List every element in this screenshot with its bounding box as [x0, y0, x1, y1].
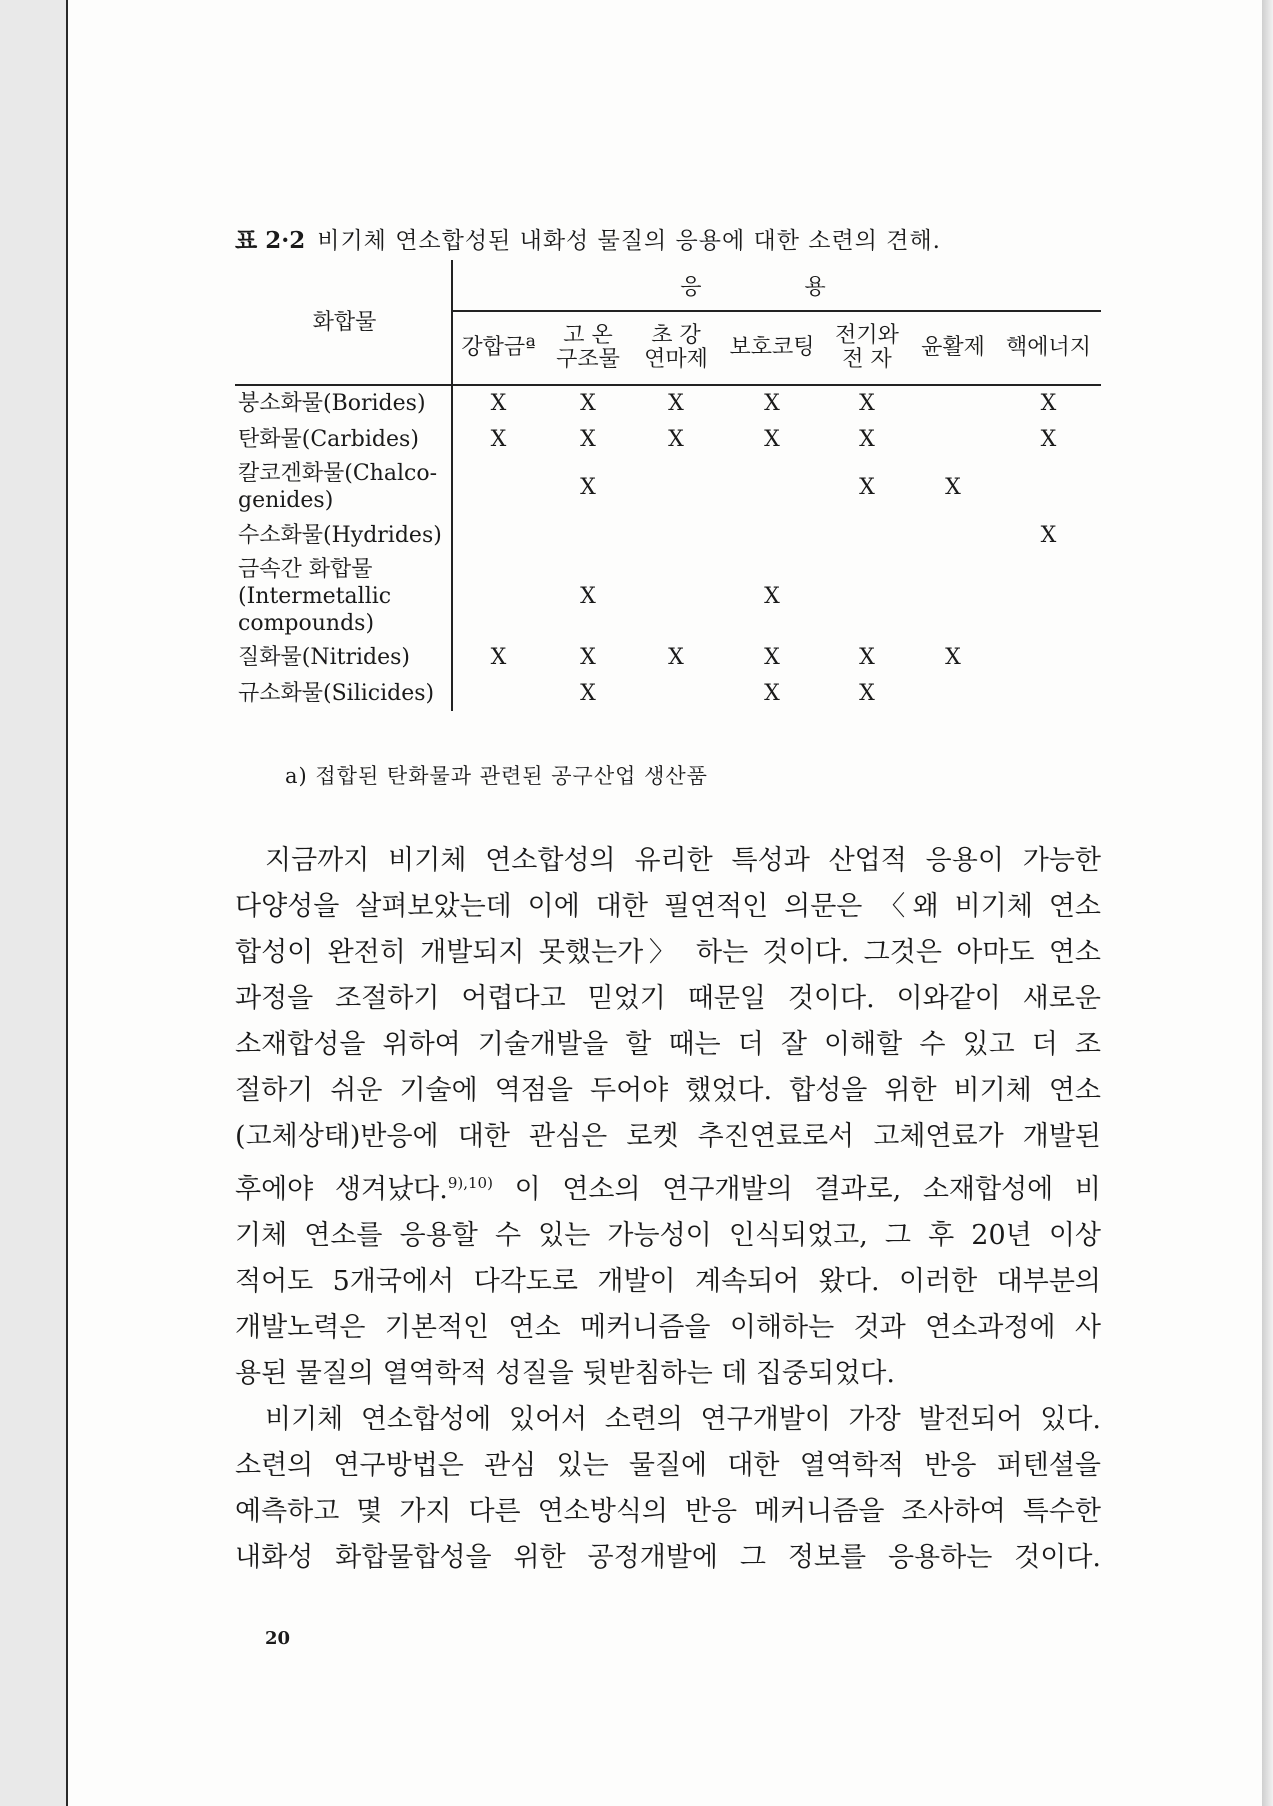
table-caption-text: 비기체 연소합성된 내화성 물질의 응용에 대한 소련의 견해.: [317, 228, 941, 254]
text-line: 소재합성을 위하여 기술개발을 할 때는 더 잘 이해할 수 있고 더 조: [235, 1029, 1101, 1060]
application-mark: X: [668, 391, 684, 416]
application-mark: [910, 517, 996, 553]
application-mark: [452, 457, 544, 517]
table-footnote: a) 접합된 탄화물과 관련된 공구산업 생산품: [285, 764, 708, 788]
table-row: [235, 457, 1101, 517]
reference-superscript: 9),10): [447, 1174, 493, 1192]
column-header: 초 강 연마제: [644, 323, 708, 372]
compound-name: 수소화물(Hydrides): [235, 517, 452, 553]
column-header: 핵에너지: [1005, 335, 1091, 360]
application-mark: X: [668, 644, 684, 670]
application-mark: [910, 385, 996, 421]
text-line: 지금까지 비기체 연소합성의 유리한 특성과 산업적 응용이 가능한: [265, 845, 1101, 876]
compound-header: 화합물: [235, 260, 452, 385]
application-mark: X: [945, 474, 961, 500]
column-header: 전기와 전 자: [835, 323, 899, 372]
application-mark: X: [859, 391, 875, 416]
compound-name: 질화물(Nitrides): [235, 639, 452, 675]
text-line: 다양성을 살펴보았는데 이에 대한 필연적인 의문은 〈왜 비기체 연소: [235, 891, 1101, 922]
application-mark: X: [580, 426, 596, 452]
application-mark: [910, 675, 996, 711]
application-mark: [824, 517, 910, 553]
application-mark: X: [580, 680, 596, 706]
application-mark: X: [580, 474, 596, 500]
table-row: [235, 639, 1101, 675]
column-header: 보호코팅: [729, 335, 815, 360]
page-edge-shadow: [1262, 0, 1273, 1806]
text-line: 예측하고 몇 가지 다른 연소방식의 반응 메커니즘을 조사하여 특수한: [235, 1496, 1101, 1527]
table-row: [235, 421, 1101, 457]
application-mark: [720, 517, 824, 553]
application-mark: [632, 553, 720, 639]
application-mark: X: [859, 426, 875, 452]
text-line: 비기체 연소합성에 있어서 소련의 연구개발이 가장 발전되어 있다.: [265, 1404, 1101, 1435]
application-mark: X: [764, 583, 780, 609]
text-line: 개발노력은 기본적인 연소 메커니즘을 이해하는 것과 연소과정에 사: [235, 1312, 1101, 1343]
application-mark: [910, 553, 996, 639]
text-line: 용된 물질의 열역학적 성질을 뒷받침하는 데 집중되었다.: [235, 1358, 895, 1389]
table-row: [235, 385, 1101, 421]
application-mark: X: [490, 644, 507, 670]
application-mark: [632, 675, 720, 711]
application-mark: X: [859, 680, 875, 706]
table-row: [235, 553, 1101, 639]
column-header: 강합금ª: [461, 335, 536, 360]
compound-name: 칼코겐화물(Chalco-genides): [235, 457, 452, 517]
application-mark: X: [859, 644, 875, 670]
application-mark: X: [945, 644, 961, 670]
compound-name: 붕소화물(Borides): [235, 385, 452, 421]
text-line: 후에야 생겨났다.$^{9),10)}$ 이 연소의 연구개발의 결과로, 소재합성에 비: [235, 1174, 1101, 1205]
text-line: 절하기 쉬운 기술에 역점을 두어야 했었다. 합성을 위한 비기체 연소: [235, 1075, 1101, 1106]
application-mark: [996, 675, 1101, 711]
application-mark: X: [764, 644, 780, 670]
text-line: 적어도 5개국에서 다각도로 개발이 계속되어 왔다. 이러한 대부분의: [235, 1266, 1101, 1297]
application-mark: [996, 639, 1101, 675]
table-row: [235, 517, 1101, 553]
text-line: 내화성 화합물합성을 위한 공정개발에 그 정보를 응용하는 것이다.: [235, 1542, 1101, 1573]
application-mark: [544, 517, 632, 553]
application-mark: [452, 675, 544, 711]
application-mark: X: [490, 391, 507, 416]
application-mark: X: [764, 680, 780, 706]
text-line: (고체상태)반응에 대한 관심은 로켓 추진연료로서 고체연료가 개발된: [235, 1121, 1101, 1152]
application-mark: [996, 553, 1101, 639]
applications-table: [235, 260, 1101, 711]
application-mark: X: [859, 474, 875, 500]
body-text: [235, 838, 1101, 1581]
application-mark: [632, 457, 720, 517]
text-line: 과정을 조절하기 어렵다고 믿었기 때문일 것이다. 이와같이 새로운: [235, 983, 1101, 1014]
column-header: 고 온 구조물: [556, 323, 620, 372]
compound-name: 금속간 화합물 (Intermetallic compounds): [235, 553, 452, 639]
table-row: [235, 675, 1101, 711]
application-mark: X: [490, 426, 507, 452]
application-mark: X: [580, 644, 596, 670]
compound-name: 규소화물(Silicides): [235, 675, 452, 711]
application-mark: [824, 553, 910, 639]
application-mark: X: [1040, 522, 1057, 548]
application-mark: [452, 553, 544, 639]
application-mark: X: [1040, 426, 1057, 452]
application-mark: X: [580, 391, 596, 416]
application-mark: X: [764, 426, 780, 452]
application-mark: X: [764, 391, 780, 416]
page-number: 20: [265, 1628, 291, 1649]
column-header: 윤활제: [921, 335, 985, 360]
application-mark: [720, 457, 824, 517]
table-caption: [235, 222, 1135, 255]
text-line: 기체 연소를 응용할 수 있는 가능성이 인식되었고, 그 후 20년 이상: [235, 1220, 1101, 1251]
application-mark: X: [668, 426, 684, 452]
compound-name: 탄화물(Carbides): [235, 421, 452, 457]
application-mark: X: [1040, 391, 1057, 416]
text-line: 소련의 연구방법은 관심 있는 물질에 대한 열역학적 반응 퍼텐셜을: [235, 1450, 1101, 1481]
application-mark: [452, 517, 544, 553]
application-header: 응 용: [452, 260, 1101, 311]
application-mark: X: [580, 583, 596, 609]
application-mark: [996, 457, 1101, 517]
table-label: 표 2·2: [235, 227, 306, 254]
application-mark: [910, 421, 996, 457]
text-line: 합성이 완전히 개발되지 못했는가〉 하는 것이다. 그것은 아마도 연소: [235, 937, 1101, 968]
application-mark: [632, 517, 720, 553]
